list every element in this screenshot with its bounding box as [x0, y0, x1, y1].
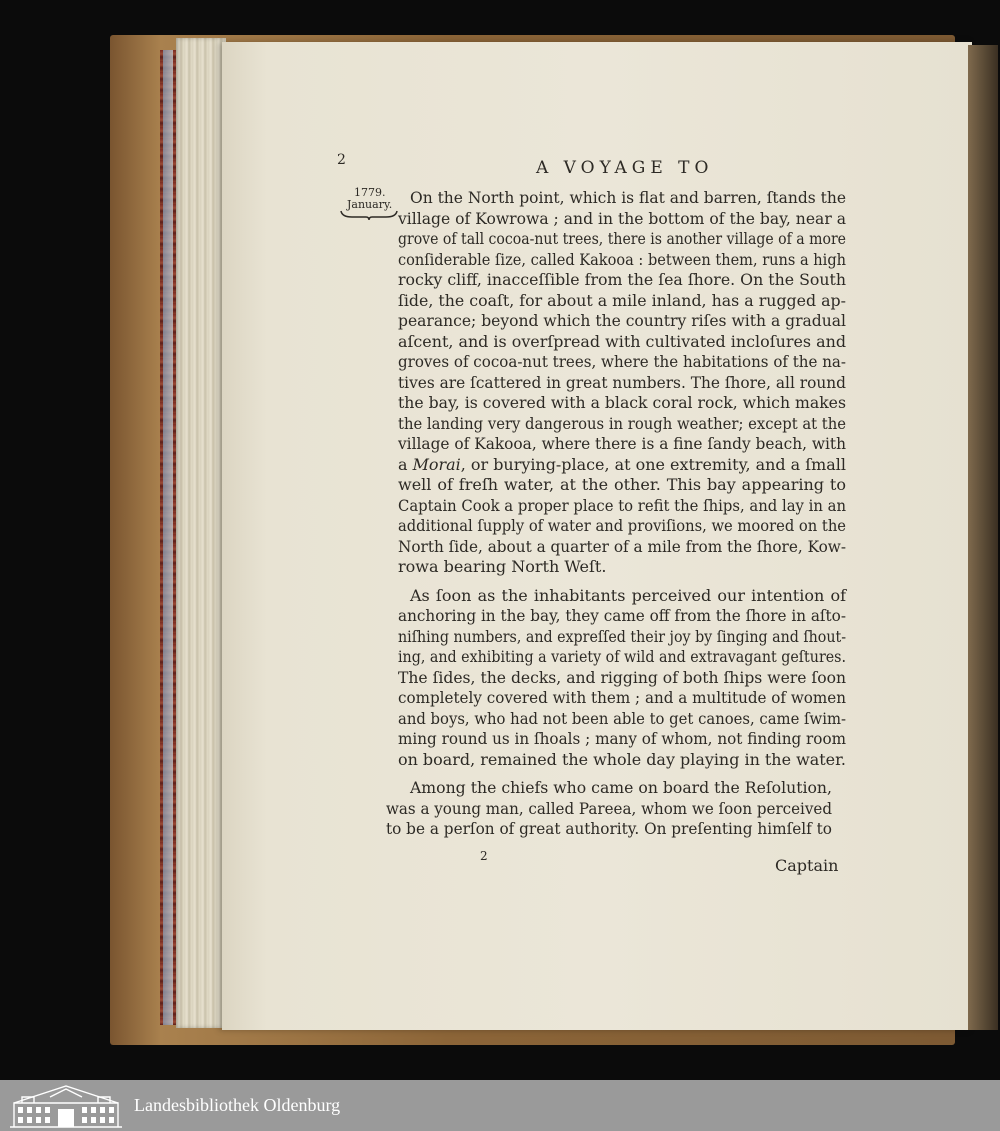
running-head: A VOYAGE TO [536, 158, 714, 178]
text-line: completely covered with them ; and a multitude of women [398, 688, 846, 707]
text-line: additional ſupply of water and proviſions, we moored on the [398, 516, 846, 535]
text-line: pearance; beyond which the country riſes with a gradual [398, 311, 846, 330]
text-line: aſcent, and is overſpread with cultivated incloſures and [398, 331, 846, 351]
text-line: ming round us in ſhoals ; many of whom, not finding room [398, 729, 846, 748]
text-line: the landing very dangerous in rough weather; except at the [398, 413, 846, 433]
text-line: niſhing numbers, and expreſſed their joy by ſinging and ſhout- [398, 626, 846, 646]
page-edge-shadow [968, 45, 998, 1030]
margin-note-month: January. [347, 198, 393, 211]
text-line: grove of tall cocoa-nut trees, there is another village of a more [398, 229, 846, 248]
text-line: the bay, is covered with a black coral rock, which makes [398, 393, 846, 412]
italic-word: Morai [412, 454, 461, 474]
text-line: tives are ſcattered in great numbers. The ſhore, all round [398, 372, 846, 392]
text-line: North ſide, about a quarter of a mile from the ſhore, Kow- [398, 536, 846, 556]
text-line: rocky cliff, inacceſſible from the ſea ſhore. On the South [398, 270, 846, 289]
page-leaves-edge [176, 38, 226, 1028]
library-building-logo [8, 1083, 124, 1129]
margin-note-year: 1779. [354, 186, 386, 199]
text-line: well of freſh water, at the other. This bay appearing to [398, 475, 846, 494]
text-line: to be a perſon of great authority. On preſenting himſelf to [386, 819, 832, 838]
catchword: Captain [775, 856, 839, 875]
board-lining [163, 50, 173, 1025]
text-line: and boys, who had not been able to get canoes, came ſwim- [398, 708, 846, 728]
signature-mark: 2 [480, 849, 488, 863]
text-line: The ſides, the decks, and rigging of both ſhips were ſoon [398, 667, 846, 687]
text-line: Among the chiefs who came on board the Reſolution, [410, 778, 832, 797]
text-line: ſide, the coaſt, for about a mile inland, has a rugged ap- [398, 290, 846, 310]
text-line: was a young man, called Pareea, whom we ſoon perceived [386, 798, 832, 818]
page-number: 2 [337, 152, 346, 168]
text-line: groves of cocoa-nut trees, where the habitations of the na- [398, 352, 846, 371]
text-line: Captain Cook a proper place to refit the ſhips, and lay in an [398, 495, 846, 515]
text-line: village of Kakooa, where there is a fine ſandy beach, with [398, 434, 846, 453]
library-name: Landesbibliothek Oldenburg [134, 1095, 341, 1115]
text-line: On the North point, which is flat and barren, ſtands the [410, 188, 846, 207]
text-line: village of Kowrowa ; and in the bottom of the bay, near a [398, 208, 846, 228]
margin-brace [340, 209, 398, 221]
text-line: on board, remained the whole day playing in the water. [398, 749, 846, 769]
text-line: As ſoon as the inhabitants perceived our intention of [410, 585, 846, 605]
text-line: conſiderable ſize, called Kakooa : between them, runs a high [398, 249, 846, 269]
library-footer [0, 1080, 1000, 1131]
text-line: a Morai, or burying-place, at one extremity, and a ſmall [398, 454, 846, 474]
text-line: rowa bearing North Weſt. [398, 557, 607, 576]
text-line: anchoring in the bay, they came off from the ſhore in aſto- [398, 606, 846, 625]
text-line: ing, and exhibiting a variety of wild and extravagant geſtures. [398, 647, 846, 666]
